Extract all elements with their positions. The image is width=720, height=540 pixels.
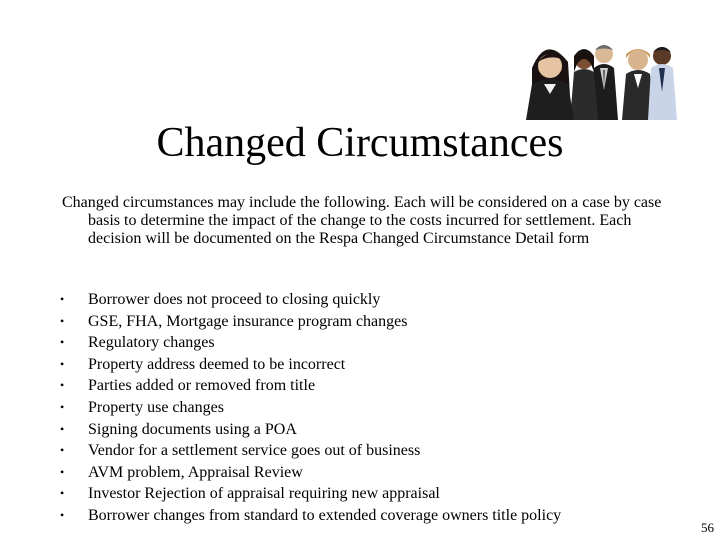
bullet-icon: • <box>60 378 65 393</box>
list-item <box>60 483 680 505</box>
list-item <box>60 397 680 419</box>
list-item-text: Regulatory changes <box>88 334 215 352</box>
list-item-text: Vendor for a settlement service goes out of business <box>88 442 421 460</box>
list-item <box>60 419 680 441</box>
list-item <box>60 289 680 311</box>
page-number: 56 <box>701 520 714 535</box>
list-item-text: Signing documents using a POA <box>88 420 297 438</box>
list-item <box>60 354 680 376</box>
intro-paragraph: Changed circumstances may include the following. Each will be considered on a case by case basis to determine the impact of the change to the costs incurred for settlement. Each decision will be documented on the Respa Changed Circumstance Detail form <box>62 194 662 247</box>
list-item <box>60 375 680 397</box>
list-item <box>60 440 680 462</box>
list-item <box>60 311 680 333</box>
list-item-text: Property address deemed to be incorrect <box>88 355 346 373</box>
bullet-icon: • <box>60 486 65 501</box>
list-item-text: AVM problem, Appraisal Review <box>88 463 303 481</box>
list-item-text: Investor Rejection of appraisal requiring new appraisal <box>88 485 440 503</box>
list-item-text: GSE, FHA, Mortgage insurance program changes <box>88 312 408 330</box>
list-item <box>60 462 680 484</box>
bullet-list <box>60 289 680 527</box>
bullet-icon: • <box>60 335 65 350</box>
list-item-text: Borrower does not proceed to closing quickly <box>88 291 381 308</box>
bullet-icon: • <box>60 464 65 479</box>
list-item-text: Parties added or removed from title <box>88 377 316 395</box>
bullet-icon: • <box>60 356 65 371</box>
bullet-icon: • <box>60 507 65 522</box>
list-item-text: Property use changes <box>88 398 224 416</box>
list-item <box>60 505 680 527</box>
list-item-text: Borrower changes from standard to extended coverage owners title policy <box>88 506 562 524</box>
list-item <box>60 332 680 354</box>
people-group-photo <box>522 40 684 120</box>
slide-title: Changed Circumstances <box>156 120 564 166</box>
bullet-icon: • <box>60 292 65 306</box>
bullet-icon: • <box>60 443 65 458</box>
bullet-icon: • <box>60 313 65 328</box>
bullet-icon: • <box>60 421 65 436</box>
bullet-icon: • <box>60 399 65 414</box>
